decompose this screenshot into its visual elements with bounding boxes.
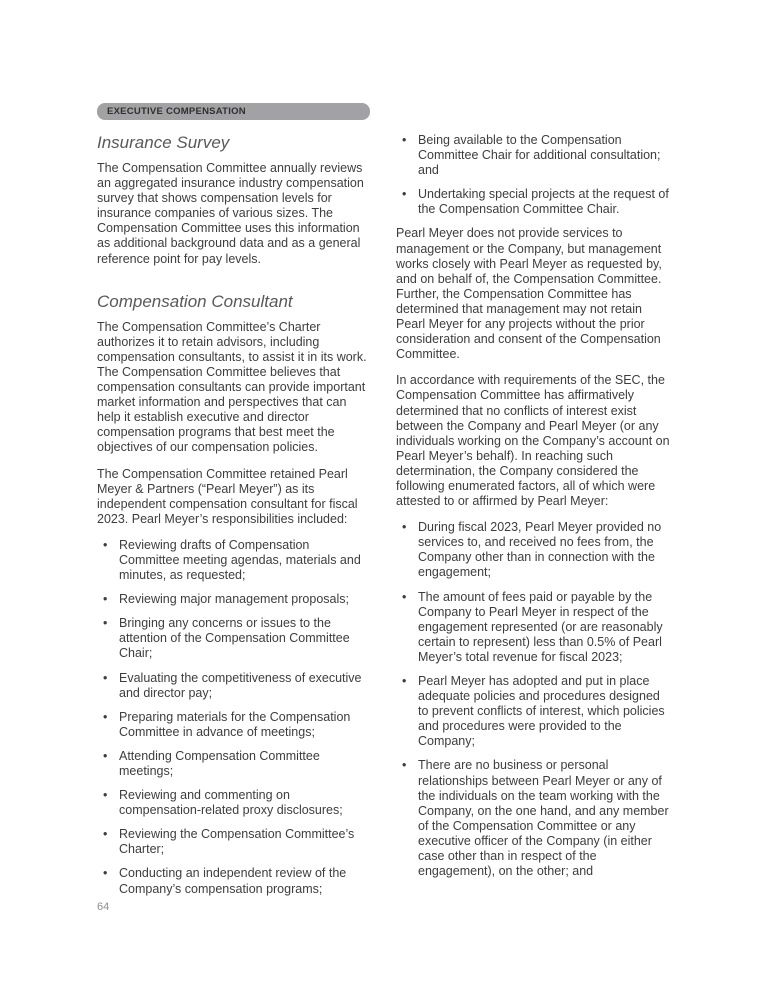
list-item: • Preparing materials for the Compensation Committee in advance of meetings; [97,710,370,740]
list-item: • During fiscal 2023, Pearl Meyer provided no services to, and received no fees from, the Company other than in connection with the engagement; [396,520,672,580]
list-item: • Evaluating the competitiveness of executive and director pay; [97,671,370,701]
paragraph: The Compensation Committee’s Charter authorizes it to retain advisors, including compensation consultants, to assist it in its work. The Compensation Committee believes that compensation consultants can provide important market information and perspectives that can help it establish executive and director compensation programs that best meet the objectives of our compensation policies. [97,319,367,455]
list-item: • Pearl Meyer has adopted and put in place adequate policies and procedures designed to prevent conflicts of interest, which policies and procedures were provided to the Company; [396,674,672,749]
list-item: • Conducting an independent review of the Company’s compensation programs; [97,866,370,896]
responsibilities-list [97,538,370,897]
list-item: • There are no business or personal relationships between Pearl Meyer or any of the individuals on the team working with the Company, on the one hand, and any member of the Compensation Committee or any executive officer of the Company (in either case other than in respect of the engagement), on the other; and [396,758,672,879]
executive-compensation-banner [97,103,370,120]
list-item: • Reviewing the Compensation Committee’s Charter; [97,827,370,857]
compensation-consultant-heading: Compensation Consultant [97,291,293,311]
list-item: • Undertaking special projects at the request of the Compensation Committee Chair. [396,187,672,217]
list-item: • Reviewing and commenting on compensation-related proxy disclosures; [97,788,370,818]
paragraph: Pearl Meyer does not provide services to management or the Company, but management works closely with Pearl Meyer as requested by, and on behalf of, the Compensation Committee. Further, the Compensation Committee has determined that management may not retain Pearl Meyer for any projects without the prior consideration and consent of the Compensation Committee. [396,226,662,362]
left-column [97,133,370,906]
paragraph: The Compensation Committee annually reviews an aggregated insurance industry compensation survey that shows compensation levels for insurance companies of various sizes. The Compensation Committee uses this information as additional background data and as a general reference point for pay levels. [97,161,364,266]
independence-factors-list [396,520,672,879]
right-column [396,133,672,888]
list-item: • The amount of fees paid or payable by the Company to Pearl Meyer in respect of the engagement represented (or are reasonably certain to represent) less than 0.5% of Pearl Meyer’s total revenue for fiscal 2023; [396,590,672,665]
insurance-survey-heading: Insurance Survey [97,133,230,152]
list-item: • Attending Compensation Committee meetings; [97,749,370,779]
list-item: • Reviewing major management proposals; [97,592,370,607]
list-item: • Reviewing drafts of Compensation Committee meeting agendas, materials and minutes, as requested; [97,538,370,583]
paragraph: The Compensation Committee retained Pearl Meyer & Partners (“Pearl Meyer”) as its independent compensation consultant for fiscal 2023. Pearl Meyer’s responsibilities included: [97,466,358,526]
page-number: 64 [97,901,110,913]
list-item: • Being available to the Compensation Committee Chair for additional consultation; and [396,133,672,178]
responsibilities-continuation-list [396,133,672,217]
list-item: • Bringing any concerns or issues to the attention of the Compensation Committee Chair; [97,616,370,661]
banner-label: EXECUTIVE COMPENSATION [107,106,246,117]
paragraph: In accordance with requirements of the SEC, the Compensation Committee has affirmatively determined that no conflicts of interest exist between the Company and Pearl Meyer (or any individuals working on the Company’s account on Pearl Meyer’s behalf). In reaching such determination, the Company considered the following enumerated factors, all of which were attested to or affirmed by Pearl Meyer: [396,373,670,509]
